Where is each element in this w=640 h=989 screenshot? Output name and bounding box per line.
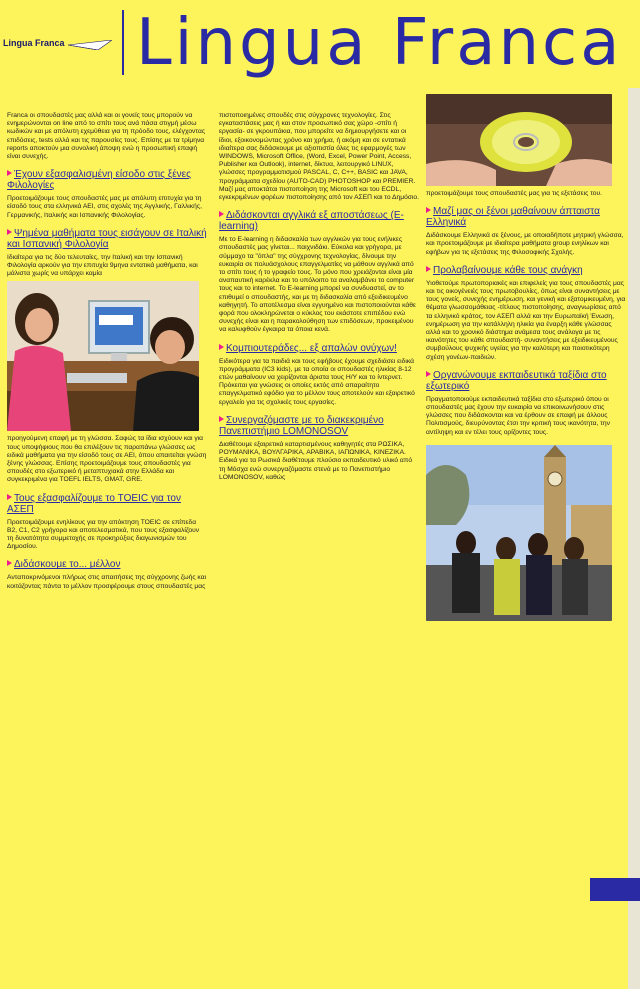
divider bbox=[122, 10, 124, 75]
london-trip-photo bbox=[426, 445, 612, 621]
paper-plane-icon bbox=[68, 40, 112, 50]
col3-para-4: Πραγματοποιούμε εκπαιδευτικά ταξίδια στο εξωτερικό όπου οι σπουδαστές μας έχουν την ευκαιρία να επικοινωνήσουν στις γλώσσες που διδάσκονται και να έρθουν σε επαφή με άλλους Πολιτισμούς, διευρύνοντας έτσι την κριτική τους ικανότητα, την αντίληψη και εν τέλει τους ορίζοντες τους. bbox=[426, 395, 610, 436]
col1-para-3: προηγούμενη επαφή με τη γλώσσα. Σαφώς τα ίδια ισχύουν και για τους υποψήφιους που θα επιλέξουν τις παραπάνω γλώσσες ως ειδικά μαθήματα για την είσοδό τους σε ΑΕΙ, όπου απαιτείται γνώση ξένης γλώσσας. Επίσης προετοιμάζουμε τους σπουδαστές για σπουδές στο εξωτερικό ή μεταπτυχιακά στην Ελλάδα και συγκεκριμένα για TOEFL IELTS, GMAT, GRE. bbox=[7, 435, 207, 484]
bullet-arrow-icon bbox=[7, 560, 12, 566]
col3-para-1: προετοιμάζουμε τους σπουδαστές μας για τις εξετάσεις του. bbox=[426, 190, 602, 197]
col2-heading-1: Διδάσκονται αγγλικά εξ αποστάσεως (E-learning) bbox=[219, 210, 404, 233]
bullet-arrow-icon bbox=[219, 211, 224, 217]
col1-heading-1: Έχουν εξασφαλισμένη είσοδο στις ξένες Φιλολογίες bbox=[7, 169, 191, 192]
bullet-arrow-icon bbox=[219, 416, 224, 422]
col1-heading-4: Διδάσκουμε το... μέλλον bbox=[7, 559, 207, 570]
col2-para-4: Διαθέτουμε εξαιρετικά καταρτισμένους καθηγητές στα ΡΩΣΙΚΑ, ΡΟΥΜΑΝΙΚΑ, ΒΟΥΛΓΑΡΙΚΑ, ΑΡΑΒΙΚΑ, ΙΑΠΩΝΙΚΑ, ΚΙΝΕΖΙΚΑ. Ειδικά για τα Ρωσικά διαθέτουμε πλούσιο εκπαιδευτικό υλικό από τη Μόσχα ενώ συνεργαζόμαστε στενά με το Πανεπιστήμιο LOMONOSOV, καθώς bbox=[219, 440, 413, 481]
bullet-arrow-icon bbox=[426, 371, 431, 377]
article-body bbox=[0, 88, 640, 901]
bullet-arrow-icon bbox=[7, 170, 12, 176]
col1-para-4: Προετοιμάζουμε ενηλίκους για την απόκτηση TOEIC σε επίπεδα Β2, C1, C2 γρήγορα και αποτελεσματικά, που τους εξασφαλίζουν τη δυνατότητα συμμετοχής σε προκηρύξεις διαγωνισμών του Δημοσίου. bbox=[7, 518, 200, 551]
header bbox=[0, 0, 640, 88]
page-title: Lingua Franca bbox=[136, 6, 623, 80]
col3-heading-2: Προλαβαίνουμε κάθε τους ανάγκη bbox=[426, 265, 626, 276]
col1-para-1: Προετοιμάζουμε τους σπουδαστές μας με απόλυτη επιτυχία για τη είσοδό τους στα ελληνικά ΑΕΙ, στις σχολές της Αγγλικής, Γαλλικής, Γερμανικής, Ιταλικής και Ισπανικής Φιλολογίας. bbox=[7, 195, 202, 219]
bullet-arrow-icon bbox=[7, 229, 12, 235]
col2-heading-3: Συνεργαζόμαστε με το διακεκριμένο Πανεπιστήμιο LOMONOSOV bbox=[219, 414, 384, 437]
col2-para-1: πιστοποιημένες σπουδές στις σύγχρονες τεχνολογίες. Στις εγκαταστάσεις μας ή και στον προσωπικό σας χώρο -σπίτι ή εργασία- σε γκρουπάκια, που μπορείτε να δημιουργήσετε και οι ίδιοι, εξοικονομώντας χρόνο και χρήμα, ή ακόμη και σε εντατικά ιδιαίτερα σας διδάσκουμε με αξιοπιστία όλες τις εφαρμογές των WINDOWS, Microsoft Office, (Word, Excel, Power Point, Access, Publisher και Outlook), internet, δίκτυα, λειτουργικό LINUX, γλώσσες προγραμματισμού PASCAL, C, C++, BASIC και JAVA, προγράμματα σχεδίου (AUTO-CAD) PHOTOSHOP και PREMIER. Μαζί μας αποκτάται πιστοποίηση της Microsoft και του ECDL, εγκεκριμένων φορέων πιστοποίησης από τον ΑΣΕΠ και το Δημόσιο. bbox=[219, 112, 419, 202]
col1-heading-2: Ψημένα μαθήματα τους εισάγουν σε Ιταλική και Ισπανική Φιλολογία bbox=[7, 227, 207, 250]
bullet-arrow-icon bbox=[426, 207, 431, 213]
col1-heading-3: Τους εξασφαλίζουμε το TOEIC για τον ΑΣΕΠ bbox=[7, 492, 181, 515]
column-2 bbox=[219, 88, 419, 901]
column-1 bbox=[7, 88, 207, 901]
column-3 bbox=[426, 88, 626, 901]
col1-intro: Franca οι σπουδαστές μας αλλά και οι γονείς τους μπορούν να ενημερώνονται on line από το σπίτι τους ανά πάσα στιγμή μέσω κωδικών και με απόλυτη εχεμύθεια για τη πρόοδο τους, ελέγχοντας επιδόσεις, tests αλλά και τις παρουσίες τους. Επίσης με τα τρίμηνα reports αποκτούν μια συνολική άποψη ενώ η προσωπική επαφή είναι συνεχής. bbox=[7, 112, 206, 161]
col2-para-3: Ειδικότερα για τα παιδιά και τους εφήβους έχουμε σχεδιάσει ειδικά προγράμματα (IC3 kids), με τα οποία οι σπουδαστές ηλικίας 8-12 ετών μαθαίνουν να χειρίζονται άριστα τους Η/Υ και το ίντερνετ. Πρόκειται για γνώσεις οι οποίες εκτός από απαραίτητο επαγγελματικό εφόδιο για το μέλλον τους αποτελούν και εξαιρετικό εργαλείο για τις σχολικές τους εργασίες. bbox=[219, 357, 415, 406]
col3-para-2: Διδάσκουμε Ελληνικά σε ξένους, με οποιαδήποτε μητρική γλώσσα, και προετοιμάζουμε με ιδιαίτερα μαθήματα group ενηλίκων και εφήβων για τις εξετάσεις της Φιλοσοφικής Σχολής. bbox=[426, 232, 624, 256]
col3-heading-1: Μαζί μας οι ξένοι μαθαίνουν άπταιστα Ελληνικά bbox=[426, 206, 600, 229]
students-computer-photo bbox=[7, 281, 199, 431]
bullet-arrow-icon bbox=[426, 266, 431, 272]
col1-para-5: Ανταποκρινόμενοι πλήρως στις απαιτήσεις της σύγχρονης ζωής και κοιτάζοντας πάντα το μέλλον προσφέρουμε στους σπουδαστές μας bbox=[7, 574, 207, 590]
cd-disc-photo bbox=[426, 94, 612, 186]
col2-para-2: Με το E-learning η διδασκαλία των αγγλικών για τους ενήλικες σπουδαστές μας γίνεται... παιχνιδάκι. Εύκολα και γρήγορα, με σύμμαχο τα "όπλα" της σύγχρονης τεχνολογίας, δίνουμε την ευκαιρία σε πολυάσχολους επαγγελματίες να μάθουν αγγλικά από το σπίτι τους ή το γραφείο τους. Το μόνο που χρειάζονται είναι μία αναπαυτική καρέκλα και το υπόλοιπο τα αναλαμβάνει το computer τους και το internet. Το E-learning μπορεί να συνδυαστεί, αν το επιθυμεί ο σπουδαστής, και με τη διδασκαλία από εξειδικευμένο καθηγητή. Το αποτέλεσμα είναι εγγυημένο και πιστοποιούνται κάθε φορά που ολοκληρώνεται ο κύκλος του εκάστοτε επιπέδου ενώ συνεχής είναι και η παρακολούθηση των επιδόσεων, προκειμένου να καλυφθούν έγκαιρα τα όποια κενά. bbox=[219, 236, 416, 334]
small-title: Lingua Franca bbox=[3, 38, 65, 48]
col1-para-2: Ιδιαίτερα για τις δύο τελευταίες, την Ιταλική και την Ισπανική Φιλολογία αρκούν για την επιτυχία 9μηνα εντατικά μαθήματα, και μάλιστα χωρίς να υπάρχει καμία bbox=[7, 253, 198, 278]
page-edge bbox=[628, 88, 640, 989]
bullet-arrow-icon bbox=[7, 494, 12, 500]
corner-accent bbox=[590, 878, 640, 901]
bullet-arrow-icon bbox=[219, 344, 224, 350]
col3-heading-3: Οργανώνουμε εκπαιδευτικά ταξίδια στο εξωτερικό bbox=[426, 369, 607, 392]
col2-heading-2: Κομπιουτεράδες... εξ απαλών ονύχων! bbox=[219, 343, 419, 354]
col3-para-3: Υιοθετούμε πρωτοποριακές και επιφελείς για τους σπουδαστές μας και τις οικογένειές τους πρωτοβουλίες, όπως είναι συναντήσεις με τους γονείς, συνεχής ενημέρωση, και γενική και εξατομικευμένη, για θέματα γλωσσομάθειας -τίτλους πιστοποίησης, αναγνωρίσεις από τα ελληνικό κράτος, τον ΑΣΕΠ αλλά και την Ευρωπαϊκή Ένωση, ενημέρωση για την κατάλληλη ηλικία για έναρξη κάθε γλώσσας αλλά και το χρονικό διάστημα ανάμεσα τους ανάλογα με τις ικανότητες του κάθε σπουδαστή- συναντήσεις με εξειδικευμένους συμβούλους ψυχικής υγείας για την καλύτερη και ποιοτικότερη σχέση γονέων-παιδιών. bbox=[426, 279, 626, 361]
